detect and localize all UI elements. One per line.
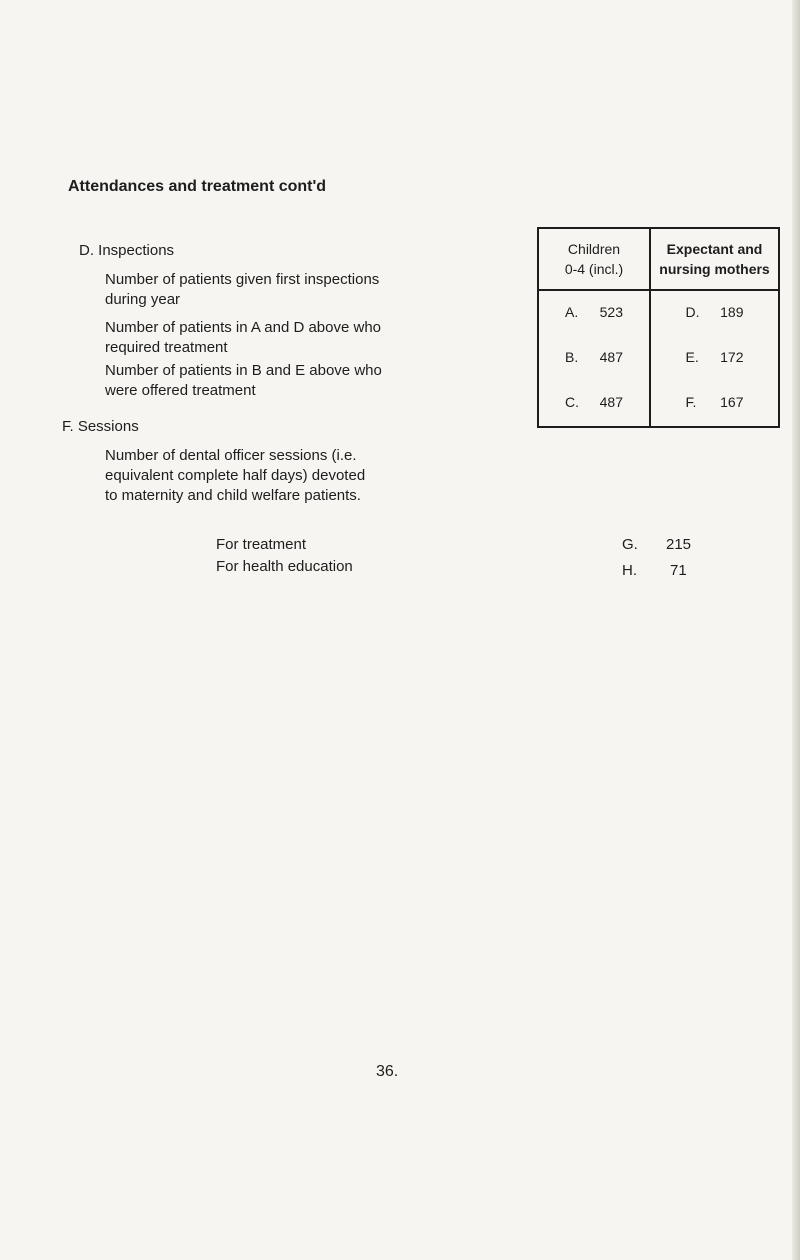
inspection-row-1	[105, 270, 379, 310]
value-a	[539, 291, 649, 336]
inspection-row-3	[105, 361, 382, 401]
letter-c: C.	[565, 394, 579, 410]
health-education-letter: H.	[622, 562, 637, 579]
value-d	[651, 291, 778, 336]
letter-a: A.	[565, 304, 579, 320]
health-education-label: For health education	[216, 558, 353, 575]
inspection-row-1-line-2: during year	[105, 291, 181, 308]
value-e	[651, 336, 778, 381]
sessions-desc-line-2: equivalent complete half days) devoted	[105, 467, 366, 484]
value-f	[651, 381, 778, 426]
mothers-header-line-2: nursing mothers	[659, 261, 770, 277]
number-d: 189	[720, 304, 744, 320]
sessions-description	[105, 446, 365, 506]
inspection-row-2-line-1: Number of patients in A and D above who	[105, 319, 382, 336]
page-heading: Attendances and treatment cont'd	[68, 178, 327, 195]
sessions-desc-line-3: to maternity and child welfare patients.	[105, 487, 361, 504]
number-a: 523	[599, 304, 623, 320]
letter-b: B.	[565, 349, 579, 365]
children-header-line-2: 0-4 (incl.)	[564, 261, 624, 277]
page-number: 36.	[376, 1063, 399, 1080]
children-header-line-1: Children	[567, 241, 621, 257]
inspection-row-2-line-2: required treatment	[105, 339, 228, 356]
value-b	[539, 336, 649, 381]
inspections-title: D. Inspections	[79, 242, 175, 259]
mothers-header	[650, 228, 779, 290]
children-values	[538, 290, 650, 427]
treatment-value: 215	[666, 536, 692, 553]
treatment-letter: G.	[622, 536, 638, 553]
letter-e: E.	[685, 349, 699, 365]
children-header	[538, 228, 650, 290]
inspection-row-3-line-1: Number of patients in B and E above who	[105, 362, 382, 379]
number-f: 167	[720, 394, 744, 410]
treatment-label: For treatment	[216, 536, 307, 553]
value-c	[539, 381, 649, 426]
inspection-row-2	[105, 318, 381, 358]
number-b: 487	[599, 349, 623, 365]
inspection-row-1-line-1: Number of patients given first inspections	[105, 271, 380, 288]
mothers-header-line-1: Expectant and	[666, 241, 763, 257]
number-e: 172	[720, 349, 744, 365]
sessions-desc-line-1: Number of dental officer sessions (i.e.	[105, 447, 357, 464]
health-education-value: 71	[670, 562, 687, 579]
number-c: 487	[599, 394, 623, 410]
sessions-title: F. Sessions	[62, 418, 139, 435]
letter-f: F.	[685, 394, 697, 410]
inspection-row-3-line-2: were offered treatment	[105, 382, 256, 399]
page-edge-shadow	[792, 0, 800, 1260]
mothers-values	[650, 290, 779, 427]
inspections-table	[537, 227, 780, 428]
letter-d: D.	[685, 304, 700, 320]
